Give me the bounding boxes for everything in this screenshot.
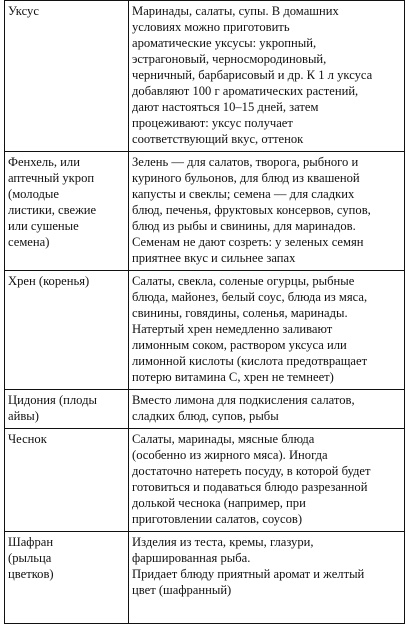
spice-usage-cell: Вместо лимона для подкисления салатов, сладких блюд, супов, рыбы — [129, 390, 405, 429]
spice-usage-cell: Салаты, свекла, соленые огурцы, рыбные блюда, майонез, белый соус, блюда из мяса, свинины, говядины, соленья, маринады. Натертый хрен немедленно заливают лимонным соком, раствором уксуса или лимонной кислоты (кислота предотвращает потерю витамина С, хрен не темнеет) — [129, 271, 405, 390]
table-row — [5, 429, 405, 532]
table-row — [5, 1, 405, 152]
table-row — [5, 532, 405, 624]
spice-name-cell: Уксус — [5, 1, 129, 152]
spice-name-cell: Чеснок — [5, 429, 129, 532]
spice-usage-cell: Салаты, маринады, мясные блюда (особенно из жирного мяса). Иногда достаточно натереть посуду, в которой будет готовиться и подаваться блюдо разрезанной долькой чеснока (например, при приготовлении салатов, соусов) — [129, 429, 405, 532]
spice-usage-cell: Изделия из теста, кремы, глазури, фаршированная рыба. Придает блюду приятный аромат и желтый цвет (шафранный) — [129, 532, 405, 624]
spice-usage-cell: Маринады, салаты, супы. В домашних условиях можно приготовить ароматические уксусы: укропный, эстрагоновый, черносмородиновый, черничный, барбарисовый и др. К 1 л уксуса добавляют 100 г ароматических растений, дают настояться 10–15 дней, затем процеживают: уксус получает соответствующий вкус, оттенок — [129, 1, 405, 152]
spice-name-cell: Хрен (коренья) — [5, 271, 129, 390]
table-row — [5, 271, 405, 390]
spice-usage-cell: Зелень — для салатов, творога, рыбного и куриного бульонов, для блюд из квашеной капусты и свеклы; семена — для сладких блюд, печенья, фруктовых консервов, супов, блюд из рыбы и свинины, для маринадов. Семенам не дают созреть: у зеленых семян приятнее вкус и сильнее запах — [129, 152, 405, 271]
table-row — [5, 152, 405, 271]
spice-name-cell: Шафран (рыльца цветков) — [5, 532, 129, 624]
spice-name-cell: Цидония (плоды айвы) — [5, 390, 129, 429]
spice-name-cell: Фенхель, или аптечный укроп (молодые листики, свежие или сушеные семена) — [5, 152, 129, 271]
spice-table — [4, 0, 405, 624]
table-row — [5, 390, 405, 429]
